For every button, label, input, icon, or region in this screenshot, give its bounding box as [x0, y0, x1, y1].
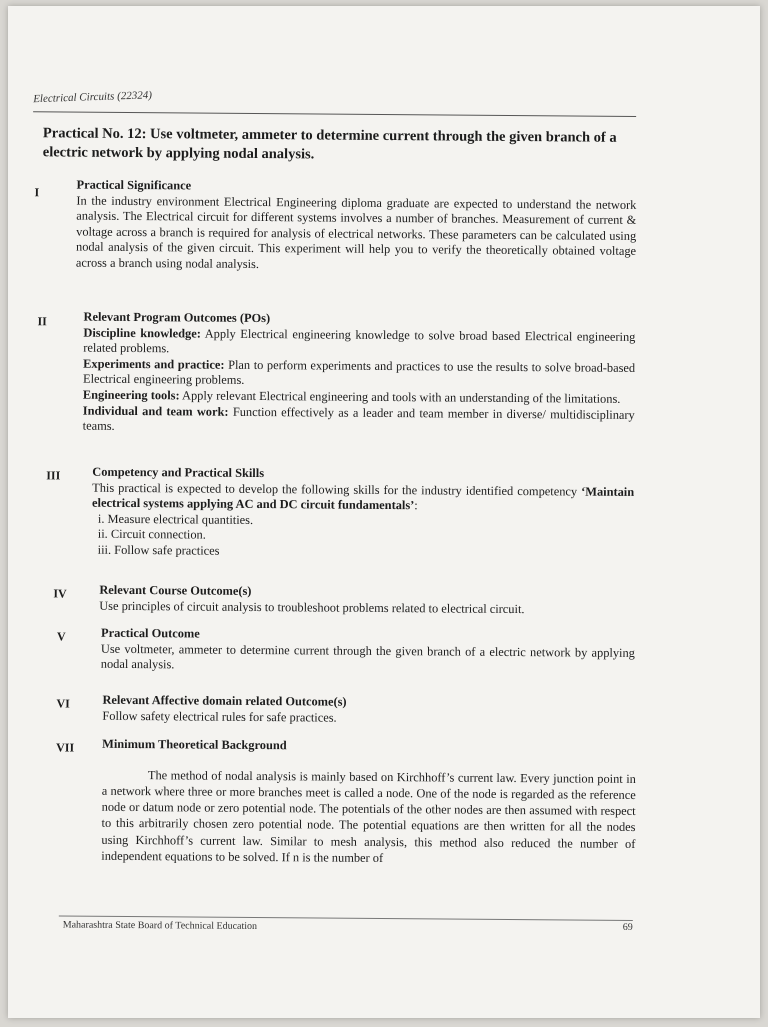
section-practical-significance [76, 178, 637, 276]
competency-name: ‘Maintain electrical systems applying AC and DC circuit fundamentals’ [92, 484, 635, 513]
po-term: Experiments and practice: [83, 356, 225, 372]
list-item: ii. Circuit connection. [97, 527, 206, 542]
section-paragraph: In the industry environment Electrical Engineering diploma graduate are expected to understand the network analysis. The Electrical circuit for different systems involves a number of branches. Measurement of current & voltage across a branch is required for analysis of electrical networks. These parameters can be calculated using nodal analysis of the given circuit. This experiment will help you to verify the theoretically obtained voltage across a branch using nodal analysis. [75, 193, 637, 271]
po-item [83, 325, 635, 361]
section-number-5: V [56, 629, 66, 644]
po-item [83, 356, 635, 392]
section-heading: Relevant Program Outcomes (POs) [83, 309, 271, 326]
section-number-3: III [46, 468, 61, 483]
header-rule [33, 111, 636, 117]
list-item: i. Measure electrical quantities. [97, 511, 254, 527]
section-paragraph: Use voltmeter, ammeter to determine current through the given branch of a electric network by applying nodal analysis. [100, 641, 635, 672]
section-heading: Relevant Course Outcome(s) [99, 582, 252, 598]
po-desc: Plan to perform experiments and practices to use the results to solve broad-based Electrical engineering problems. [82, 357, 636, 388]
section-heading: Competency and Practical Skills [92, 464, 265, 481]
po-term: Discipline knowledge: [83, 325, 201, 341]
section-practical-outcome [101, 626, 635, 677]
po-item [83, 403, 635, 439]
section-affective-outcome [102, 693, 634, 728]
skills-list [92, 511, 634, 562]
section-number-2: II [37, 314, 47, 329]
practical-title: Practical No. 12: Use voltmeter, ammeter to determine current through the given branch of a electric network by applying nodal analysis. [42, 125, 617, 163]
footer-board: Maharashtra State Board of Technical Education [62, 919, 258, 933]
section-heading: Practical Outcome [100, 625, 200, 641]
running-header: Electrical Circuits (22324) [33, 89, 153, 106]
competency-intro-end: : [414, 498, 418, 513]
section-number-1: I [34, 185, 40, 200]
section-number-6: VI [56, 696, 70, 711]
section-program-outcomes [83, 310, 636, 439]
po-term: Engineering tools: [82, 387, 180, 403]
section-number-4: IV [53, 586, 67, 601]
po-desc: Apply relevant Electrical engineering and tools with an understanding of the limitations. [179, 388, 621, 406]
competency-intro: This practical is expected to develop the following skills for the industry identified competency [92, 480, 582, 499]
section-competency [92, 465, 635, 563]
section-course-outcome [99, 583, 635, 618]
po-term: Individual and team work: [82, 403, 229, 419]
section-number-7: VII [56, 740, 75, 755]
section-heading: Minimum Theoretical Background [102, 736, 287, 753]
section-heading: Relevant Affective domain related Outcome(s) [102, 692, 347, 709]
section-paragraph: Follow safety electrical rules for safe practices. [102, 708, 337, 725]
po-desc: Apply Electrical engineering knowledge to solve broad based Electrical engineering related problems. [83, 326, 636, 356]
section-theoretical-background [101, 737, 636, 869]
list-item: iii. Follow safe practices [97, 542, 220, 558]
section-heading: Practical Significance [76, 177, 192, 193]
page-number: 69 [622, 921, 633, 933]
po-desc: Function effectively as a leader and team member in diverse/ multidisciplinary teams. [82, 404, 635, 434]
section-paragraph: Use principles of circuit analysis to troubleshoot problems related to electrical circuit. [99, 598, 525, 616]
section-paragraph [92, 480, 634, 515]
section-paragraph: The method of nodal analysis is mainly based on Kirchhoff’s current law. Every junction point in a network where three or more branches meet is called a node. One of the node is regarded as the reference node or datum node or zero potential node. The potentials of the other nodes are then assumed with respect to this arbitrarily chosen zero potential node. The potential equations are then written for all the nodes using Kirchhoff’s current law. Similar to mesh analysis, this method also reduced the number of independent equations to be solved. If n is the number of [101, 767, 636, 866]
